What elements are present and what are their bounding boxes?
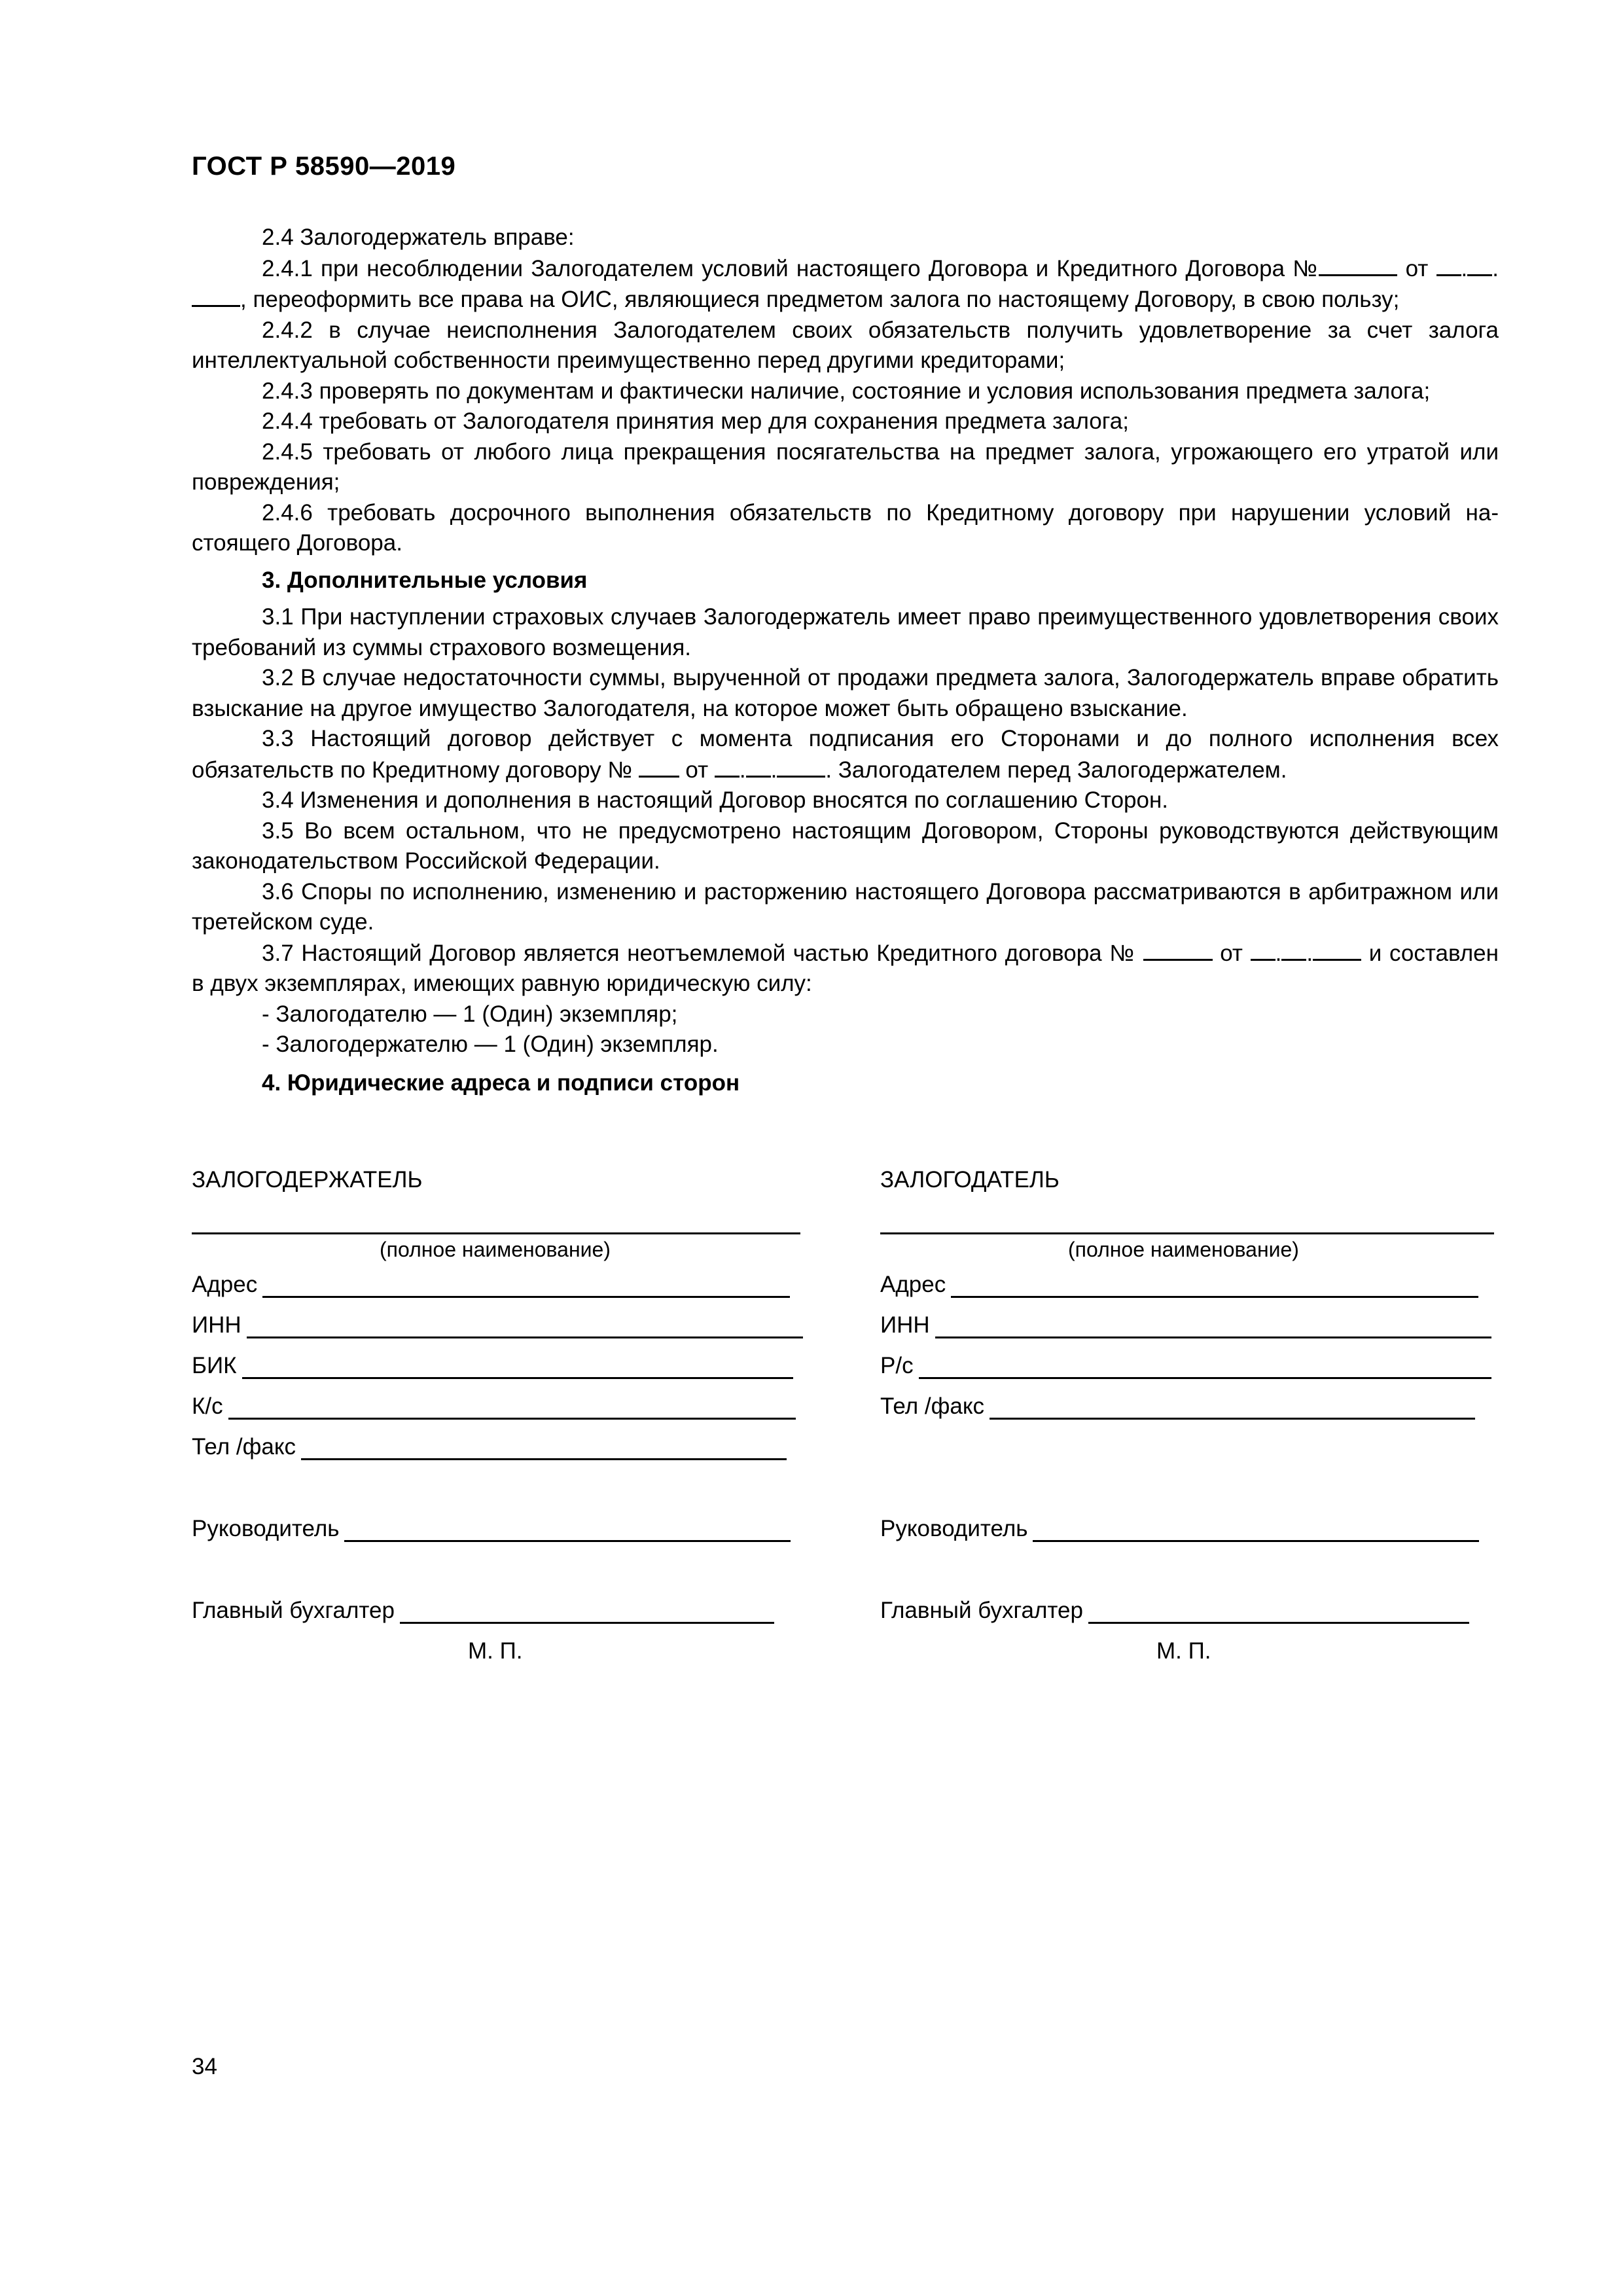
left-field-address — [192, 1272, 790, 1298]
left-director-signature-line[interactable] — [344, 1520, 791, 1542]
clause-3-3: 3.3 Настоящий договор действует с момента подписания его Сторонами и до полного исполнения всех обязательств по Кредитному договору № от . . . Залогодателем перед Залогодержателем. — [192, 726, 1499, 783]
left-party-block — [192, 1167, 807, 1677]
clause-3-7-from: от — [1220, 940, 1243, 966]
right-field-rs — [880, 1353, 1491, 1379]
left-bik-line[interactable] — [242, 1357, 793, 1379]
clause-2-4-4: 2.4.4 требовать от Залогодателя принятия мер для сохранения предмета залога; — [262, 408, 1129, 434]
clause-3-3-text: 3.3 Настоящий договор действует с момента подписания его Сторонами и до полного исполнения всех обязательств по Кредитному договору № — [192, 726, 1499, 783]
clause-3-3-rest: . Залогодателем перед Залогодержателем. — [825, 757, 1287, 783]
left-field-inn — [192, 1312, 803, 1338]
field-label: К/с — [192, 1393, 223, 1419]
section-4-heading: 4. Юридические адреса и подписи сторон — [262, 1069, 740, 1096]
right-stamp-place: М. П. — [1156, 1638, 1211, 1664]
field-label: ИНН — [880, 1312, 930, 1338]
director-label: Руководитель — [192, 1516, 340, 1541]
clause-2-4-3: 2.4.3 проверять по документам и фактически наличие, состояние и условия использования предмета залога; — [262, 378, 1431, 404]
clause-2-4-1-from: от — [1405, 255, 1429, 281]
right-field-inn — [880, 1312, 1491, 1338]
clause-3-7-text: 3.7 Настоящий Договор является неотъемлемой частью Кредитного договора № — [262, 940, 1135, 966]
left-ks-line[interactable] — [228, 1398, 796, 1420]
left-address-line[interactable] — [262, 1276, 790, 1298]
field-label: БИК — [192, 1353, 237, 1378]
left-field-bik — [192, 1353, 793, 1379]
section-3-heading: 3. Дополнительные условия — [262, 567, 588, 593]
left-inn-line[interactable] — [247, 1317, 803, 1338]
field-label: Тел /факс — [880, 1393, 985, 1419]
clause-2-4-1: 2.4.1 при несоблюдении Залогодателем условий настоящего Договора и Кредитного Договора № от . ., переоформить все права на ОИС, являющиеся предметом залога по настоящему Договору, в свою пользу; — [192, 253, 1499, 315]
field-label: ИНН — [192, 1312, 241, 1338]
list-item: - Залогодержателю — 1 (Один) экземпляр. — [262, 1031, 719, 1057]
left-party-caption: (полное наименование) — [380, 1238, 611, 1261]
blank-year — [192, 284, 240, 307]
clause-2-4-1-rest: , переоформить все права на ОИС, являющиеся предметом залога по настоящему Договору, в свою пользу; — [240, 287, 1400, 312]
blank-contract-number — [639, 755, 679, 778]
left-field-ks — [192, 1393, 796, 1420]
blank-month — [1467, 253, 1492, 276]
clause-3-3-from: от — [685, 757, 709, 783]
blank-month — [746, 755, 771, 778]
left-director — [192, 1516, 791, 1542]
right-address-line[interactable] — [951, 1276, 1478, 1298]
right-inn-line[interactable] — [935, 1317, 1491, 1338]
blank-contract-number — [1143, 938, 1213, 961]
field-label: Адрес — [192, 1272, 258, 1297]
right-accountant — [880, 1598, 1469, 1624]
blank-year — [1313, 938, 1361, 961]
left-accountant — [192, 1598, 774, 1624]
right-accountant-signature-line[interactable] — [1088, 1602, 1469, 1624]
right-director-signature-line[interactable] — [1033, 1520, 1479, 1542]
right-field-address — [880, 1272, 1478, 1298]
accountant-label: Главный бухгалтер — [880, 1598, 1083, 1623]
clause-3-2: 3.2 В случае недостаточности суммы, вырученной от продажи предмета залога, Залогодержатель вправе обратить взыскание на другое имущество Залогодателя, на которое может быть обращено взыскание. — [192, 665, 1499, 721]
clause-3-5: 3.5 Во всем остальном, что не предусмотрено настоящим Договором, Стороны руководствуются действующим законодательством Российской Федерации. — [192, 817, 1499, 874]
left-accountant-signature-line[interactable] — [400, 1602, 774, 1624]
clause-3-1: 3.1 При наступлении страховых случаев Залогодержатель имеет право преимущественного удовлетворения своих требований из суммы страхового возмещения. — [192, 604, 1499, 660]
accountant-label: Главный бухгалтер — [192, 1598, 395, 1623]
clause-3-7: 3.7 Настоящий Договор является неотъемлемой частью Кредитного договора № от . . и составлен в двух экземплярах, имеющих равную юридическую силу: — [192, 938, 1499, 999]
clause-3-6: 3.6 Споры по исполнению, изменению и расторжению настоящего Договора рассматриваются в арбитражном или третейском суде. — [192, 878, 1499, 935]
document-header: ГОСТ Р 58590—2019 — [192, 152, 456, 181]
left-party-role: ЗАЛОГОДЕРЖАТЕЛЬ — [192, 1167, 423, 1193]
left-stamp-place: М. П. — [468, 1638, 523, 1664]
page-number: 34 — [192, 2054, 217, 2079]
right-party-name-line[interactable] — [880, 1232, 1494, 1234]
right-director — [880, 1516, 1479, 1542]
left-field-phone — [192, 1434, 787, 1460]
field-label: Р/с — [880, 1353, 914, 1378]
right-party-block — [880, 1167, 1499, 1677]
list-item: - Залогодателю — 1 (Один) экземпляр; — [262, 1001, 678, 1027]
clause-3-7-rest: и составлен в двух экземплярах, имеющих равную юридическую силу: — [192, 940, 1499, 996]
clause-2-4-1-text: 2.4.1 при несоблюдении Залогодателем условий настоящего Договора и Кредитного Договора № — [262, 255, 1319, 281]
clause-2-4: 2.4 Залогодержатель вправе: — [262, 224, 575, 250]
right-rs-line[interactable] — [919, 1357, 1491, 1379]
blank-contract-number — [1319, 253, 1397, 276]
clause-3-4: 3.4 Изменения и дополнения в настоящий Договор вносятся по соглашению Сторон. — [262, 787, 1169, 813]
blank-day — [1436, 253, 1461, 276]
blank-day — [1251, 938, 1275, 961]
right-phone-line[interactable] — [990, 1398, 1475, 1420]
document-body — [192, 223, 1499, 1105]
clause-2-4-2: 2.4.2 в случае неисполнения Залогодателем своих обязательств получить удовлетворение за счет залога интеллектуальной собственности преимущественно перед другими кредиторами; — [192, 317, 1499, 373]
right-party-role: ЗАЛОГОДАТЕЛЬ — [880, 1167, 1060, 1193]
field-label: Тел /факс — [192, 1434, 296, 1460]
blank-month — [1281, 938, 1306, 961]
field-label: Адрес — [880, 1272, 946, 1297]
right-field-phone — [880, 1393, 1475, 1420]
left-party-name-line[interactable] — [192, 1232, 800, 1234]
clause-2-4-5: 2.4.5 требовать от любого лица прекращения посягательства на предмет залога, угрожающего его утратой или повреждения; — [192, 439, 1499, 495]
right-party-caption: (полное наименование) — [1068, 1238, 1299, 1261]
left-phone-line[interactable] — [301, 1439, 787, 1460]
blank-year — [777, 755, 825, 778]
director-label: Руководитель — [880, 1516, 1028, 1541]
clause-2-4-6: 2.4.6 требовать досрочного выполнения обязательств по Кредитному договору при нарушении условий настоящего Договора. — [192, 499, 1499, 556]
blank-day — [715, 755, 740, 778]
